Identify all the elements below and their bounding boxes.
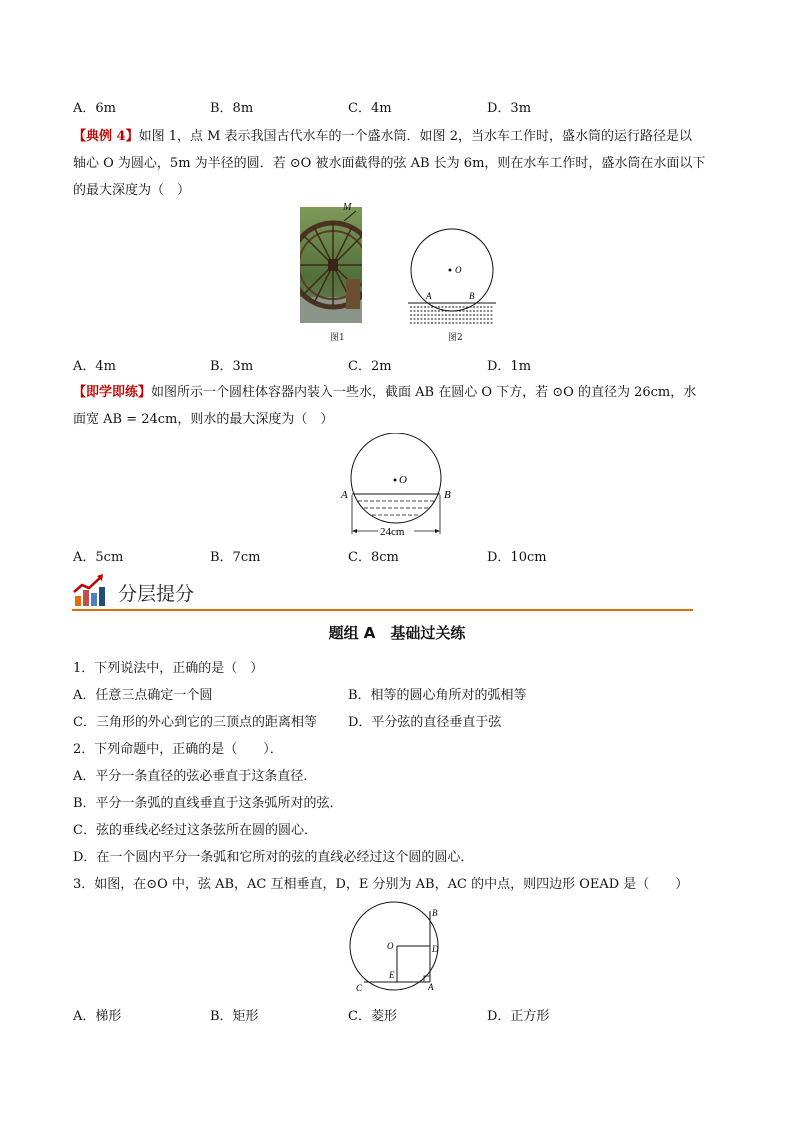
label-d: D	[432, 944, 439, 954]
label-o: O	[399, 474, 407, 486]
option-d: D．平分弦的直径垂直于弦	[348, 715, 502, 730]
section-title: 分层提分	[118, 583, 195, 605]
label-a: A	[341, 489, 348, 501]
option-d: D．正方形	[487, 1009, 550, 1024]
option-a: A．5cm	[73, 550, 124, 565]
label-c: C	[356, 983, 363, 993]
option-a: A．任意三点确定一个圆	[73, 688, 213, 703]
option-c: C．菱形	[348, 1009, 397, 1024]
option-d: D．10cm	[487, 550, 547, 565]
option-d: D．3m	[487, 101, 532, 116]
label-o: O	[387, 941, 394, 951]
circle-water-figure-2	[406, 226, 498, 328]
figure-2-caption: 图2	[448, 333, 463, 343]
example-text-line1: 如图 1，点 M 表示我国古代水车的一个盛水筒．如图 2，当水车工作时，盛水筒的运行路径是以	[138, 129, 692, 144]
practice-text-line2: 面宽 AB = 24cm，则水的最大深度为（ ）	[73, 412, 334, 427]
example-tag: 【典例 4】	[73, 129, 139, 144]
example-text-line2: 轴心 O 为圆心，5m 为半径的圆．若 ⊙O 被水面截得的弦 AB 长为 6m，则在水车工作时，盛水筒在水面以下	[73, 156, 706, 171]
label-b: B	[469, 291, 475, 301]
option-c: C．4m	[348, 101, 392, 116]
option-b: B．矩形	[210, 1009, 259, 1024]
group-title: 题组 A 基础过关练	[328, 624, 466, 642]
option-b: B．7cm	[210, 550, 261, 565]
figure-1-caption: 图1	[330, 333, 345, 343]
label-b: B	[444, 489, 451, 501]
option-b: B．平分一条弧的直线垂直于这条弧所对的弦．	[73, 796, 343, 811]
option-a: A．4m	[73, 359, 116, 374]
water-wheel-image	[300, 207, 362, 323]
option-b: B．8m	[210, 101, 254, 116]
label-e: E	[389, 970, 395, 980]
question-stem: 3．如图，在⊙O 中，弦 AB，AC 互相垂直，D，E 分别为 AB，AC 的中点，则四边形 OEAD 是（ ）	[73, 877, 689, 892]
label-width: 24cm	[380, 526, 405, 538]
bar-chart-rising-icon	[72, 572, 108, 608]
option-a: A．6m	[73, 101, 116, 116]
label-b: B	[432, 908, 438, 918]
option-b: B．3m	[210, 359, 254, 374]
practice-text-line1: 如图所示一个圆柱体容器内装入一些水，截面 AB 在圆心 O 下方，若 ⊙O 的直径为 26cm，水	[151, 385, 697, 400]
cylinder-cross-section-figure	[340, 433, 460, 543]
label-a: A	[428, 982, 434, 992]
option-a: A．梯形	[73, 1009, 122, 1024]
label-a: A	[426, 291, 432, 301]
question-stem: 2．下列命题中，正确的是（ ）．	[73, 742, 283, 757]
option-c: C．弦的垂线必经过这条弦所在圆的圆心．	[73, 823, 317, 838]
label-m: M	[343, 202, 352, 213]
water-wheel-figure	[300, 202, 362, 323]
option-c: C．2m	[348, 359, 392, 374]
question-stem: 1．下列说法中，正确的是（ ）	[73, 661, 264, 676]
practice-tag: 【即学即练】	[73, 385, 152, 400]
option-b: B．相等的圆心角所对的弧相等	[348, 688, 527, 703]
option-a: A．平分一条直径的弦必垂直于这条直径．	[73, 769, 317, 784]
section-divider	[72, 609, 693, 611]
option-d: D．在一个圆内平分一条弧和它所对的弦的直线必经过这个圆的圆心．	[73, 850, 474, 865]
option-d: D．1m	[487, 359, 532, 374]
circle-chords-figure	[346, 898, 450, 998]
option-c: C．三角形的外心到它的三顶点的距离相等	[73, 715, 317, 730]
label-o: O	[455, 265, 462, 275]
option-c: C．8cm	[348, 550, 399, 565]
example-text-line3: 的最大深度为（ ）	[73, 183, 191, 198]
